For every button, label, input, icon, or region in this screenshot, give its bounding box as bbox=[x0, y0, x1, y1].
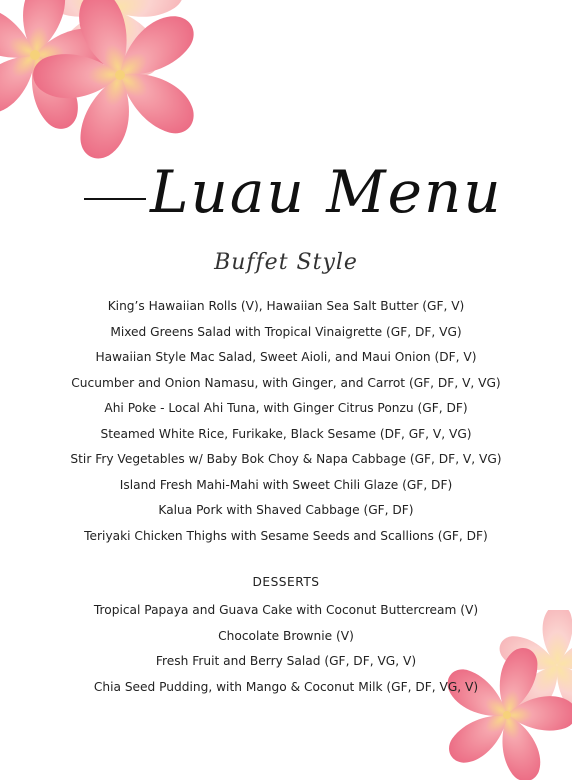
list-item: Teriyaki Chicken Thighs with Sesame Seeds and Scallions (GF, DF) bbox=[84, 528, 488, 543]
list-item: Cucumber and Onion Namasu, with Ginger, and Carrot (GF, DF, V, VG) bbox=[71, 375, 501, 390]
buffet-items-list bbox=[0, 294, 572, 549]
list-item: Ahi Poke - Local Ahi Tuna, with Ginger Citrus Ponzu (GF, DF) bbox=[104, 401, 468, 415]
title-dash-divider bbox=[84, 198, 146, 200]
page-title: Luau Menu bbox=[150, 158, 503, 226]
list-item: Chia Seed Pudding, with Mango & Coconut Milk (GF, DF, VG, V) bbox=[93, 679, 479, 694]
list-item: Island Fresh Mahi-Mahi with Sweet Chili Glaze (GF, DF) bbox=[119, 477, 453, 492]
list-item: King’s Hawaiian Rolls (V), Hawaiian Sea Salt Butter (GF, V) bbox=[107, 299, 465, 313]
list-item: Kalua Pork with Shaved Cabbage (GF, DF) bbox=[158, 503, 414, 517]
list-item: Mixed Greens Salad with Tropical Vinaigrette (GF, DF, VG) bbox=[110, 324, 462, 339]
list-item: Hawaiian Style Mac Salad, Sweet Aioli, and Maui Onion (DF, V) bbox=[95, 350, 477, 364]
list-item: Chocolate Brownie (V) bbox=[218, 628, 354, 643]
list-item: Stir Fry Vegetables w/ Baby Bok Choy & Napa Cabbage (GF, DF, V, VG) bbox=[70, 452, 502, 466]
list-item: Fresh Fruit and Berry Salad (GF, DF, VG, V) bbox=[155, 654, 417, 668]
list-item: Tropical Papaya and Guava Cake with Coconut Buttercream (V) bbox=[93, 603, 479, 617]
title-block bbox=[0, 152, 572, 242]
dessert-items-list bbox=[0, 598, 572, 700]
desserts-heading: DESSERTS bbox=[252, 575, 320, 589]
list-item: Steamed White Rice, Furikake, Black Sesame (DF, GF, V, VG) bbox=[100, 426, 472, 441]
page-subtitle: Buffet Style bbox=[214, 250, 358, 275]
